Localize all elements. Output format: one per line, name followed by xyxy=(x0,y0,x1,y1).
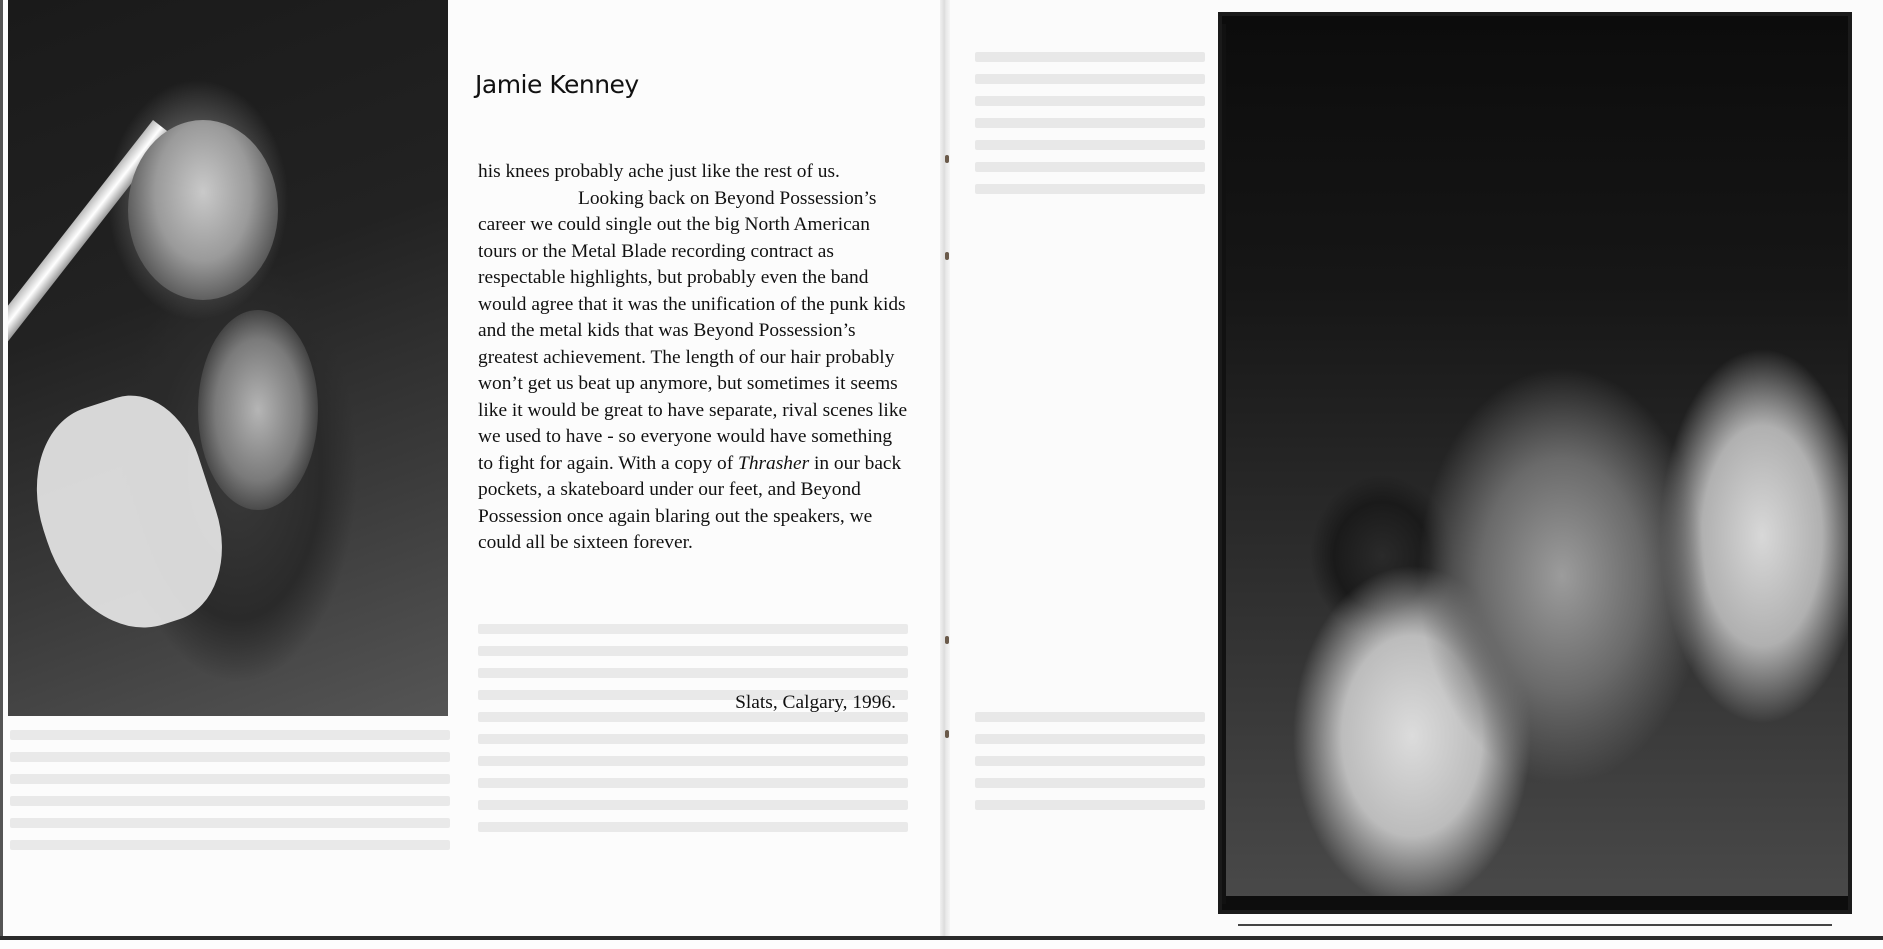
paragraph-main-end: in our back pockets, a skateboard under our feet, and Beyond Possession once again blaring out the speakers, we could all be sixteen forever. xyxy=(478,452,902,553)
page-gutter xyxy=(940,0,950,936)
magazine-title: Thrasher xyxy=(738,452,810,474)
photo-edge xyxy=(1222,896,1848,910)
musician-head xyxy=(128,120,278,300)
staple-mark xyxy=(945,252,949,260)
paragraph-main-text: Looking back on Beyond Possession’s career we could single out the big North American tours or the Metal Blade recording contract as respectable highlights, but probably even the band would agree that it was the unification of the punk kids and the metal kids that was Beyond Possession’s greatest achievement. The length of our hair probably won’t get us beat up anymore, but sometimes it seems like it would be great to have separate, rival scenes like we used to have - so everyone would have something to fight for again. With a copy of xyxy=(478,187,908,474)
paragraph-main xyxy=(478,186,908,557)
musician-arm xyxy=(198,310,318,510)
signature: Slats, Calgary, 1996. xyxy=(735,692,896,713)
bassist-photo xyxy=(8,0,448,716)
photo-border xyxy=(1222,24,1226,904)
article-body xyxy=(478,159,908,557)
staple-mark xyxy=(945,155,949,163)
paragraph-first-line: his knees probably ache just like the rest of us. xyxy=(478,161,840,182)
show-through-text xyxy=(975,700,1205,822)
staple-mark xyxy=(945,636,949,644)
staple-mark xyxy=(945,730,949,738)
spread-left-edge xyxy=(0,0,3,938)
photo-underline xyxy=(1238,924,1832,926)
show-through-text xyxy=(478,612,908,844)
article-title: Jamie Kenney xyxy=(475,70,639,99)
spread-bottom-edge xyxy=(0,936,1883,940)
crowd-photo xyxy=(1222,16,1848,910)
show-through-text xyxy=(10,718,450,862)
show-through-text xyxy=(975,40,1205,206)
